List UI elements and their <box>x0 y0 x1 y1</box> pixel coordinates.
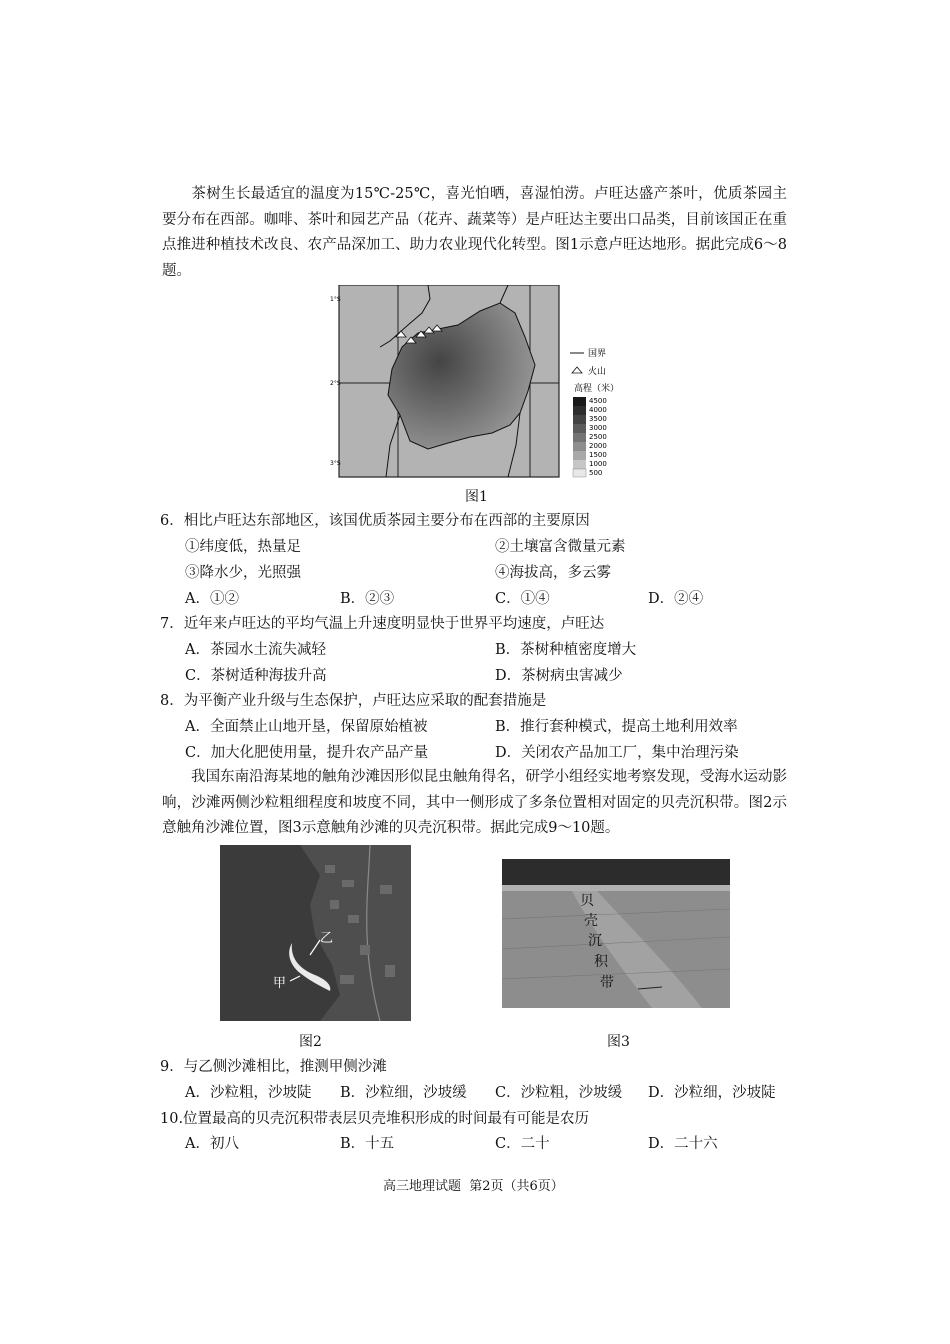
q6-item-1: ①纬度低，热量足 <box>185 539 301 555</box>
q9-option-b: B．沙粒细，沙坡缓 <box>340 1085 467 1101</box>
label-yi: 乙 <box>320 931 334 946</box>
q8-option-a: A．全面禁止山地开垦，保留原始植被 <box>185 719 428 735</box>
q10-option-a: A．初八 <box>185 1136 239 1152</box>
q6-option-c: C．①④ <box>495 591 550 607</box>
elev-3500: 3500 <box>589 415 607 423</box>
question-6-stem: 6．相比卢旺达东部地区，该国优质茶园主要分布在西部的主要原因 <box>160 513 590 529</box>
q8-option-b: B．推行套种模式，提高土地利用效率 <box>495 719 738 735</box>
elevation-scale <box>573 397 586 477</box>
intro-paragraph-2: 我国东南沿海某地的触角沙滩因形似昆虫触角得名，研学小组经实地考察发现，受海水运动影响，沙滩两侧沙粒粗细程度和坡度不同，其中一侧形成了多条位置相对固定的贝壳沉积带。图2示意触角沙滩位置，图3示意触角沙滩的贝壳沉积带。据此完成9～10题。 <box>162 769 787 836</box>
figure-1-map <box>330 285 630 480</box>
elev-4000: 4000 <box>589 406 607 414</box>
figure-1-caption: 图1 <box>465 489 488 505</box>
legend-border-label: 国界 <box>588 349 607 359</box>
page-footer: 高三地理试题 第2页（共6页） <box>383 1179 564 1194</box>
volcano-icon <box>572 367 582 373</box>
q7-option-c: C．茶树适种海拔升高 <box>185 668 327 684</box>
q6-option-b: B．②③ <box>340 591 395 607</box>
elev-4500: 4500 <box>589 397 607 405</box>
label-jia: 甲 <box>273 976 287 991</box>
figure-2-caption: 图2 <box>299 1034 322 1050</box>
q9-option-d: D．沙粒细，沙坡陡 <box>648 1085 776 1101</box>
q6-item-4: ④海拔高，多云雾 <box>495 565 611 581</box>
q9-option-c: C．沙粒粗，沙坡缓 <box>495 1085 623 1101</box>
q10-option-c: C．二十 <box>495 1136 550 1152</box>
lat-label-2s: 2°S <box>330 380 341 387</box>
elev-1000: 1000 <box>589 460 607 468</box>
q8-option-d: D．关闭农产品加工厂，集中治理污染 <box>495 745 739 761</box>
q6-option-a: A．①② <box>185 591 239 607</box>
question-10-stem: 10.位置最高的贝壳沉积带表层贝壳堆积形成的时间最有可能是农历 <box>160 1111 590 1127</box>
q6-option-d: D．②④ <box>648 591 704 607</box>
q7-option-b: B．茶树种植密度增大 <box>495 642 637 658</box>
figure-3-caption: 图3 <box>607 1034 630 1050</box>
q10-option-d: D．二十六 <box>648 1136 718 1152</box>
legend-volcano-label: 火山 <box>588 367 607 377</box>
q6-item-2: ②土壤富含微量元素 <box>495 539 626 555</box>
lat-label-1s: 1°S <box>330 296 341 303</box>
legend-elevation-title: 高程（米） <box>574 384 620 394</box>
lat-label-3s: 3°S <box>330 460 341 467</box>
elev-3000: 3000 <box>589 424 607 432</box>
q10-option-b: B．十五 <box>340 1136 395 1152</box>
question-7-stem: 7．近年来卢旺达的平均气温上升速度明显快于世界平均速度，卢旺达 <box>160 616 605 632</box>
elev-2500: 2500 <box>589 433 607 441</box>
question-9-stem: 9．与乙侧沙滩相比，推测甲侧沙滩 <box>160 1059 387 1075</box>
elev-2000: 2000 <box>589 442 607 450</box>
elev-500: 500 <box>589 469 603 477</box>
q6-item-3: ③降水少，光照强 <box>185 565 301 581</box>
question-8-stem: 8．为平衡产业升级与生态保护，卢旺达应采取的配套措施是 <box>160 693 547 709</box>
q7-option-a: A．茶园水土流失减轻 <box>185 642 326 658</box>
figure-3-photo <box>502 859 730 1008</box>
figure-2-photo <box>220 845 411 1021</box>
elev-1500: 1500 <box>589 451 607 459</box>
intro-paragraph-1: 茶树生长最适宜的温度为15℃-25℃，喜光怕晒，喜湿怕涝。卢旺达盛产茶叶，优质茶园主要分布在西部。咖啡、茶叶和园艺产品（花卉、蔬菜等）是卢旺达主要出口品类，目前该国正在重点推进种植技术改良、农产品深加工、助力农业现代化转型。图1示意卢旺达地形。据此完成6～8题。 <box>162 186 787 279</box>
q7-option-d: D．茶树病虫害减少 <box>495 668 623 684</box>
q9-option-a: A．沙粒粗，沙坡陡 <box>185 1085 312 1101</box>
label-shell-belt: 贝 壳 沉 积 带 <box>580 893 614 991</box>
q8-option-c: C．加大化肥使用量，提升农产品产量 <box>185 745 429 761</box>
